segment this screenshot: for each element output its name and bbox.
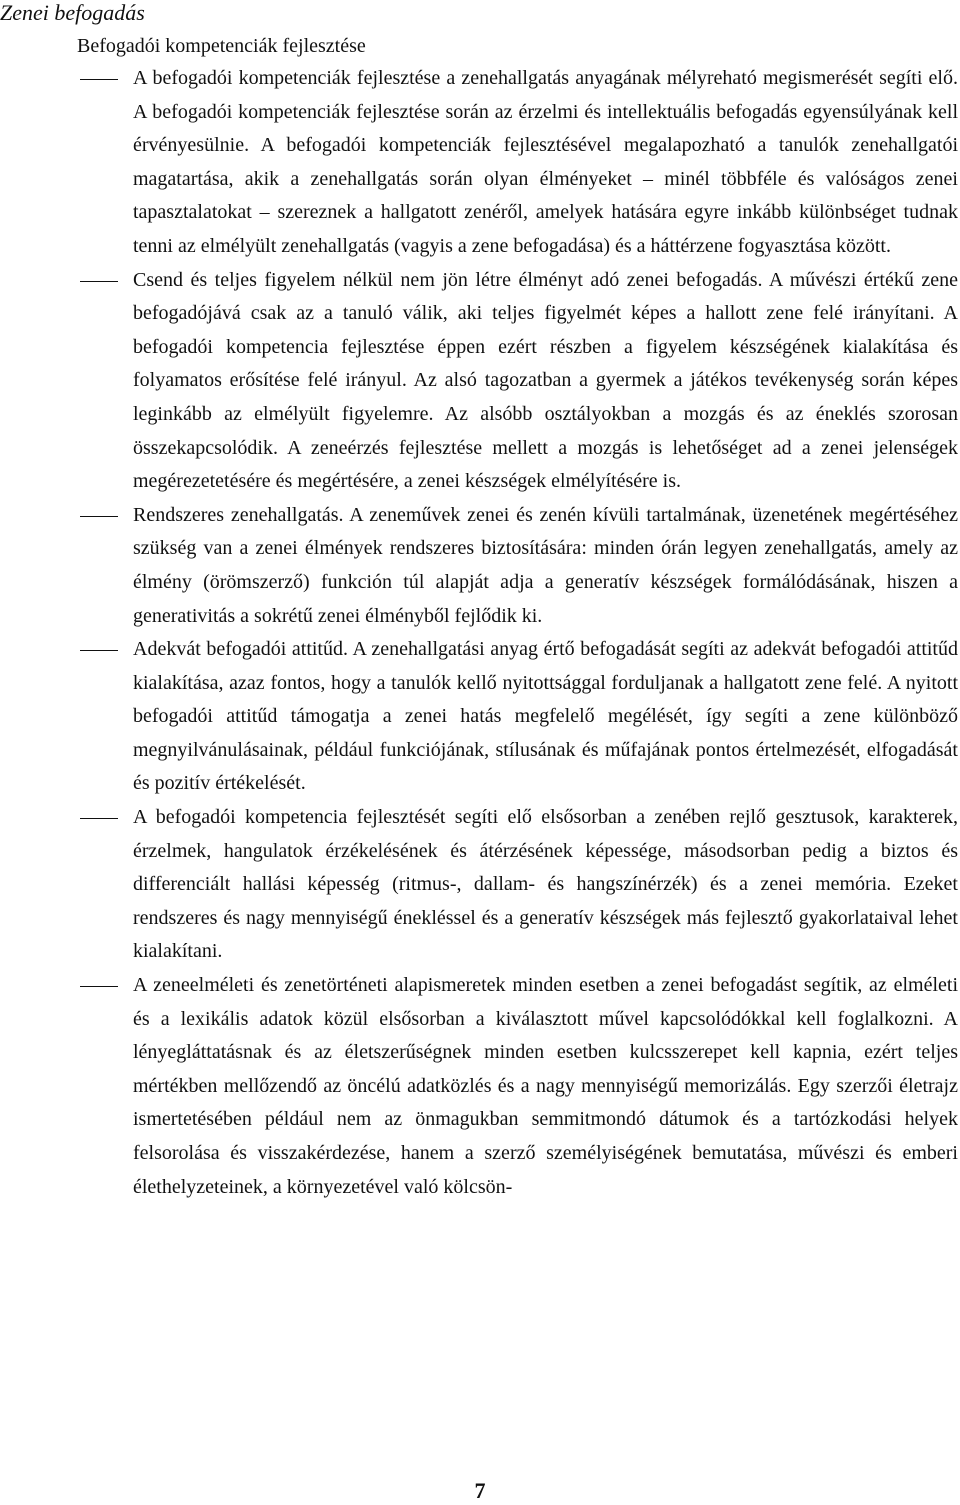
section-title: Zenei befogadás [0,0,145,25]
dash-bullet-icon [80,79,118,80]
page-number: 7 [474,1478,486,1503]
subsection-title: Befogadói kompetenciák fejlesztése [77,35,366,57]
dash-bullet-icon [80,818,118,819]
list-item [133,62,958,264]
list-item-text: Csend és teljes figyelem nélkül nem jön létre élményt adó zenei befogadás. A művészi értékű zene befogadójává csak az a tanuló válik, aki teljes figyelmét képes a hallott zene felé irányítani. A befogadói kompetencia fejlesztése éppen ezért részben a figyelem készségének kialakítása és folyamatos erősítése felé irányul. Az alsó tagozatban a gyermek a játékos tevékenység során képes leginkább az elmélyült figyelemre. Az alsóbb osztályokban a mozgás és az éneklés szorosan összekapcsolódik. A zeneérzés fejlesztése mellett a mozgás is lehetőséget ad a zenei jelenségek megérezetetésére és megértésére, a zenei készségek elmélyítésére is. [133,268,958,493]
dash-bullet-icon [80,516,118,517]
bullet-list [133,62,958,1204]
list-item [133,499,958,633]
list-item-text: A befogadói kompetenciák fejlesztése a zenehallgatás anyagának mélyreható megismerését segíti elő. A befogadói kompetenciák fejlesztése során az érzelmi és intellektuális befogadás egyensúlyának kell érvényesülnie. A befogadói kompetenciák fejlesztésével megalapozható a tanulók zenehallgatói magatartása, akik a zenehallgatás során olyan élményeket – minél többféle és valóságos zenei tapasztalatokat – szereznek a hallgatott zenéről, amelyek hatására egyre inkább különbséget tudnak tenni az elmélyült zenehallgatás (vagyis a zene befogadása) és a háttérzene fogyasztása között. [133,67,958,257]
dash-bullet-icon [80,986,118,987]
list-item-text: Adekvát befogadói attitűd. A zenehallgatási anyag értő befogadását segíti az adekvát befogadói attitűd kialakítása, azaz fontos, hogy a tanulók kellő nyitottsággal forduljanak a hallgatott zene felé. A nyitott befogadói attitűd támogatja a zenei hatás megfelelő megélését, így segíti a zene különböző megnyilvánulásainak, például funkciójának, stílusának és műfajának pontos értelmezését, elfogadását és pozitív értékelését. [133,638,958,795]
list-item [133,264,958,499]
list-item [133,633,958,801]
dash-bullet-icon [80,650,118,651]
list-item-text: Rendszeres zenehallgatás. A zeneművek zenei és zenén kívüli tartalmának, üzenetének megértéséhez szükség van a zenei élmények rendszeres biztosítására: minden órán legyen zenehallgatás, amely az élmény (örömszerző) funkción túl alapját adja a generatív készségek formálódásának, hiszen a generativitás a sokrétű zenei élményből fejlődik ki. [133,503,958,627]
dash-bullet-icon [80,281,118,282]
list-item-text: A befogadói kompetencia fejlesztését segíti elő elsősorban a zenében rejlő gesztusok, karakterek, érzelmek, hangulatok érzékelésének és átérzésének képessége, másodsorban pedig a biztos és differenciált hallási képesség (ritmus-, dallam- és hangszínérzék) és a zenei memória. Ezeket rendszeres és nagy mennyiségű énekléssel és a generatív készségek más fejlesztő gyakorlataival lehet kialakítani. [133,806,958,963]
list-item [133,801,958,969]
list-item-text: A zeneelméleti és zenetörténeti alapismeretek minden esetben a zenei befogadást segítik, az elméleti és a lexikális adatok közül elsősorban a kiválasztott művel kapcsolódókkal kell foglalkozni. A lényegláttatásnak és az életszerűségnek minden esetben kulcsszerepet kell kapnia, ezért teljes mértékben mellőzendő az öncélú adatközlés és a nagy mennyiségű memorizálás. Egy szerzői életrajz ismertetésében például nem az önmagukban semmitmondó dátumok és a tartózkodási helyek felsorolása és visszakérdezése, hanem a szerző személyiségének bemutatása, művészi és emberi élethelyzeteinek, a környezetével való kölcsön- [133,974,958,1198]
list-item [133,969,958,1204]
